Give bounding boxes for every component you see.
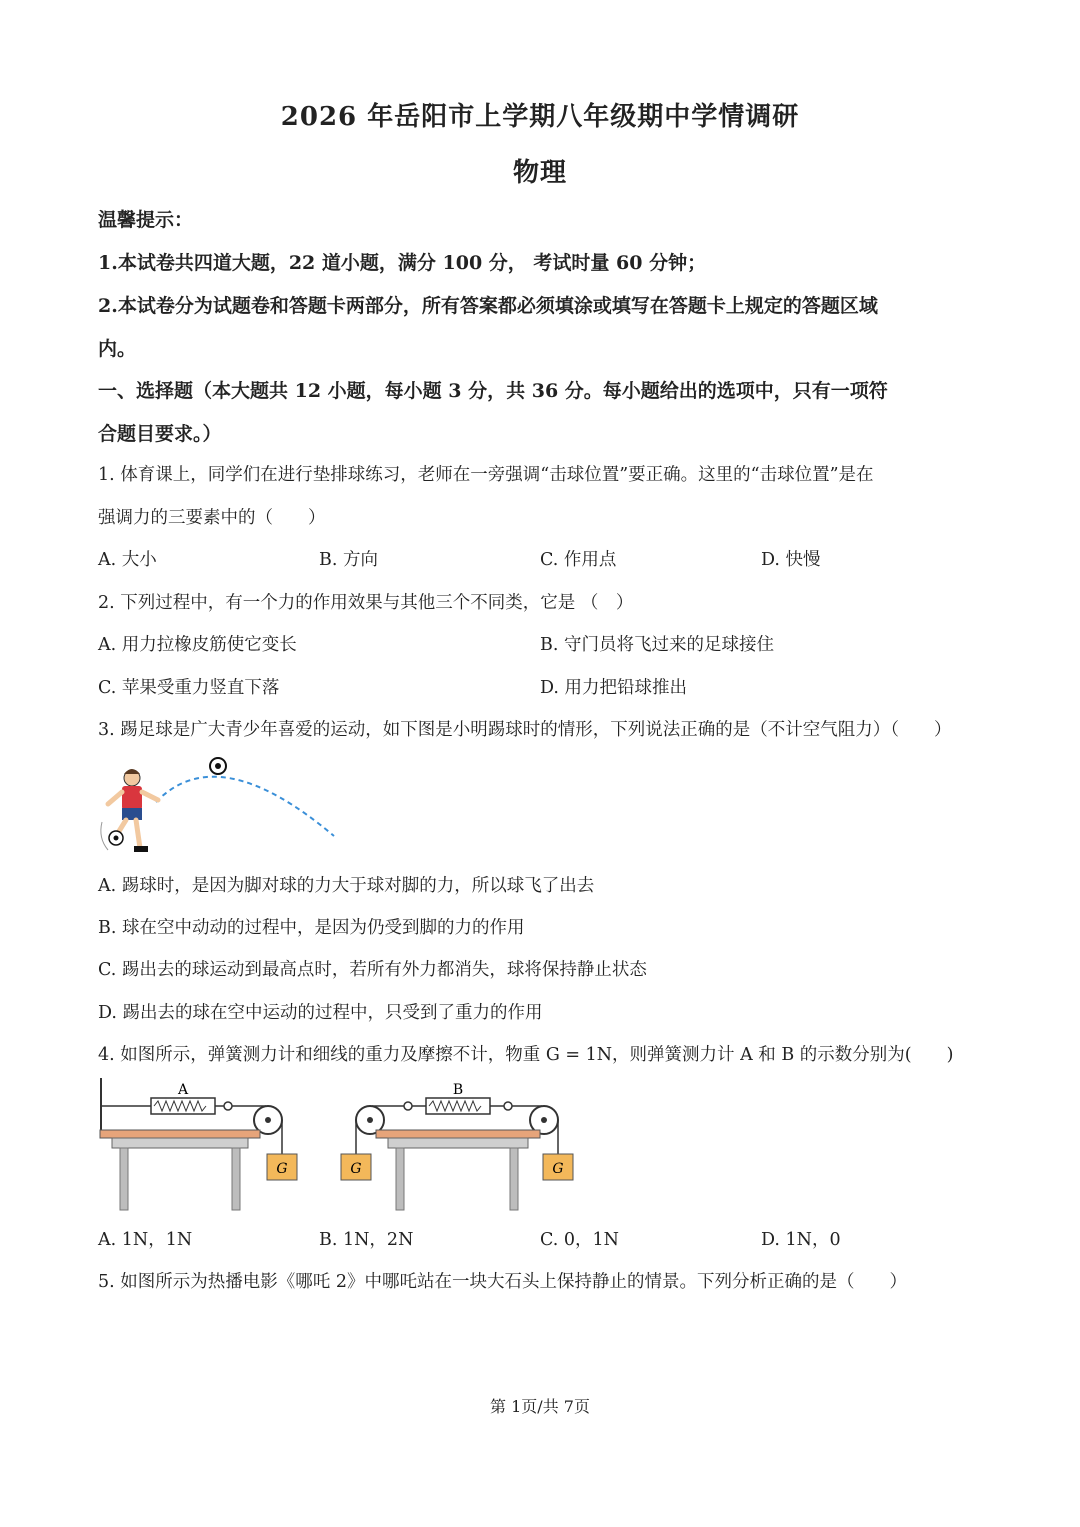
question-2-stem: 2. 下列过程中，有一个力的作用效果与其他三个不同类，它是 （ ） (98, 593, 634, 613)
soccer-kick-figure (96, 752, 346, 860)
q2-option-d: D. 用力把铅球推出 (540, 678, 688, 698)
scale-b-label: B (452, 1082, 464, 1098)
q4-option-b: B. 1N，2N (319, 1230, 414, 1250)
q4-option-a: A. 1N，1N (98, 1230, 193, 1250)
question-4-stem: 4. 如图所示，弹簧测力计和细线的重力及摩擦不计，物重 G = 1N，则弹簧测力计 A 和 B 的示数分别为( ) (98, 1045, 954, 1065)
q3-option-a: A. 踢球时，是因为脚对球的力大于球对脚的力，所以球飞了出去 (98, 876, 595, 896)
q1-option-a: A. 大小 (98, 550, 157, 570)
spring-scale-figure (96, 1074, 586, 1214)
tips-line-2a: 2.本试卷分为试题卷和答题卡两部分，所有答案都必须填涂或填写在答题卡上规定的答题区域 (98, 295, 878, 317)
question-1-stem: 1. 体育课上，同学们在进行垫排球练习，老师在一旁强调“击球位置”要正确。这里的“击球位置”是在 (98, 465, 874, 485)
section-heading-cont: 合题目要求。） (98, 423, 222, 445)
tips-heading: 温馨提示： (98, 209, 194, 231)
question-5-stem: 5. 如图所示为热播电影《哪吒 2》中哪吒站在一块大石头上保持静止的情景。下列分析正确的是（ ） (98, 1272, 907, 1292)
q2-option-b: B. 守门员将飞过来的足球接住 (540, 635, 774, 655)
q4-option-d: D. 1N，0 (761, 1230, 841, 1250)
q1-option-d: D. 快慢 (761, 550, 821, 570)
weight-g-2: G (350, 1161, 362, 1177)
q2-option-a: A. 用力拉橡皮筋使它变长 (98, 635, 297, 655)
q3-option-c: C. 踢出去的球运动到最高点时，若所有外力都消失，球将保持静止状态 (98, 960, 647, 980)
tips-line-2b: 内。 (98, 338, 137, 360)
question-1-stem-cont: 强调力的三要素中的（ ） (98, 508, 326, 528)
q3-option-d: D. 踢出去的球在空中运动的过程中，只受到了重力的作用 (98, 1003, 543, 1023)
section-heading: 一、选择题（本大题共 12 小题，每小题 3 分，共 36 分。每小题给出的选项中，只有一项符 (98, 380, 888, 402)
q1-option-c: C. 作用点 (540, 550, 617, 570)
exam-title: 2026 年岳阳市上学期八年级期中学情调研 (280, 102, 800, 132)
weight-g-1: G (276, 1161, 288, 1177)
q2-option-c: C. 苹果受重力竖直下落 (98, 678, 280, 698)
tips-line-1: 1.本试卷共四道大题，22 道小题，满分 100 分， 考试时量 60 分钟； (98, 252, 707, 274)
question-3-stem: 3. 踢足球是广大青少年喜爱的运动，如下图是小明踢球时的情形，下列说法正确的是（不计空气阻力）（ ） (98, 720, 952, 740)
q3-option-b: B. 球在空中动动的过程中，是因为仍受到脚的力的作用 (98, 918, 525, 938)
q4-option-c: C. 0，1N (540, 1230, 619, 1250)
subject-title: 物理 (512, 158, 567, 188)
q1-option-b: B. 方向 (319, 550, 378, 570)
scale-a-label: A (177, 1082, 189, 1098)
weight-g-3: G (552, 1161, 564, 1177)
page-footer: 第 1页/共 7页 (490, 1397, 590, 1416)
